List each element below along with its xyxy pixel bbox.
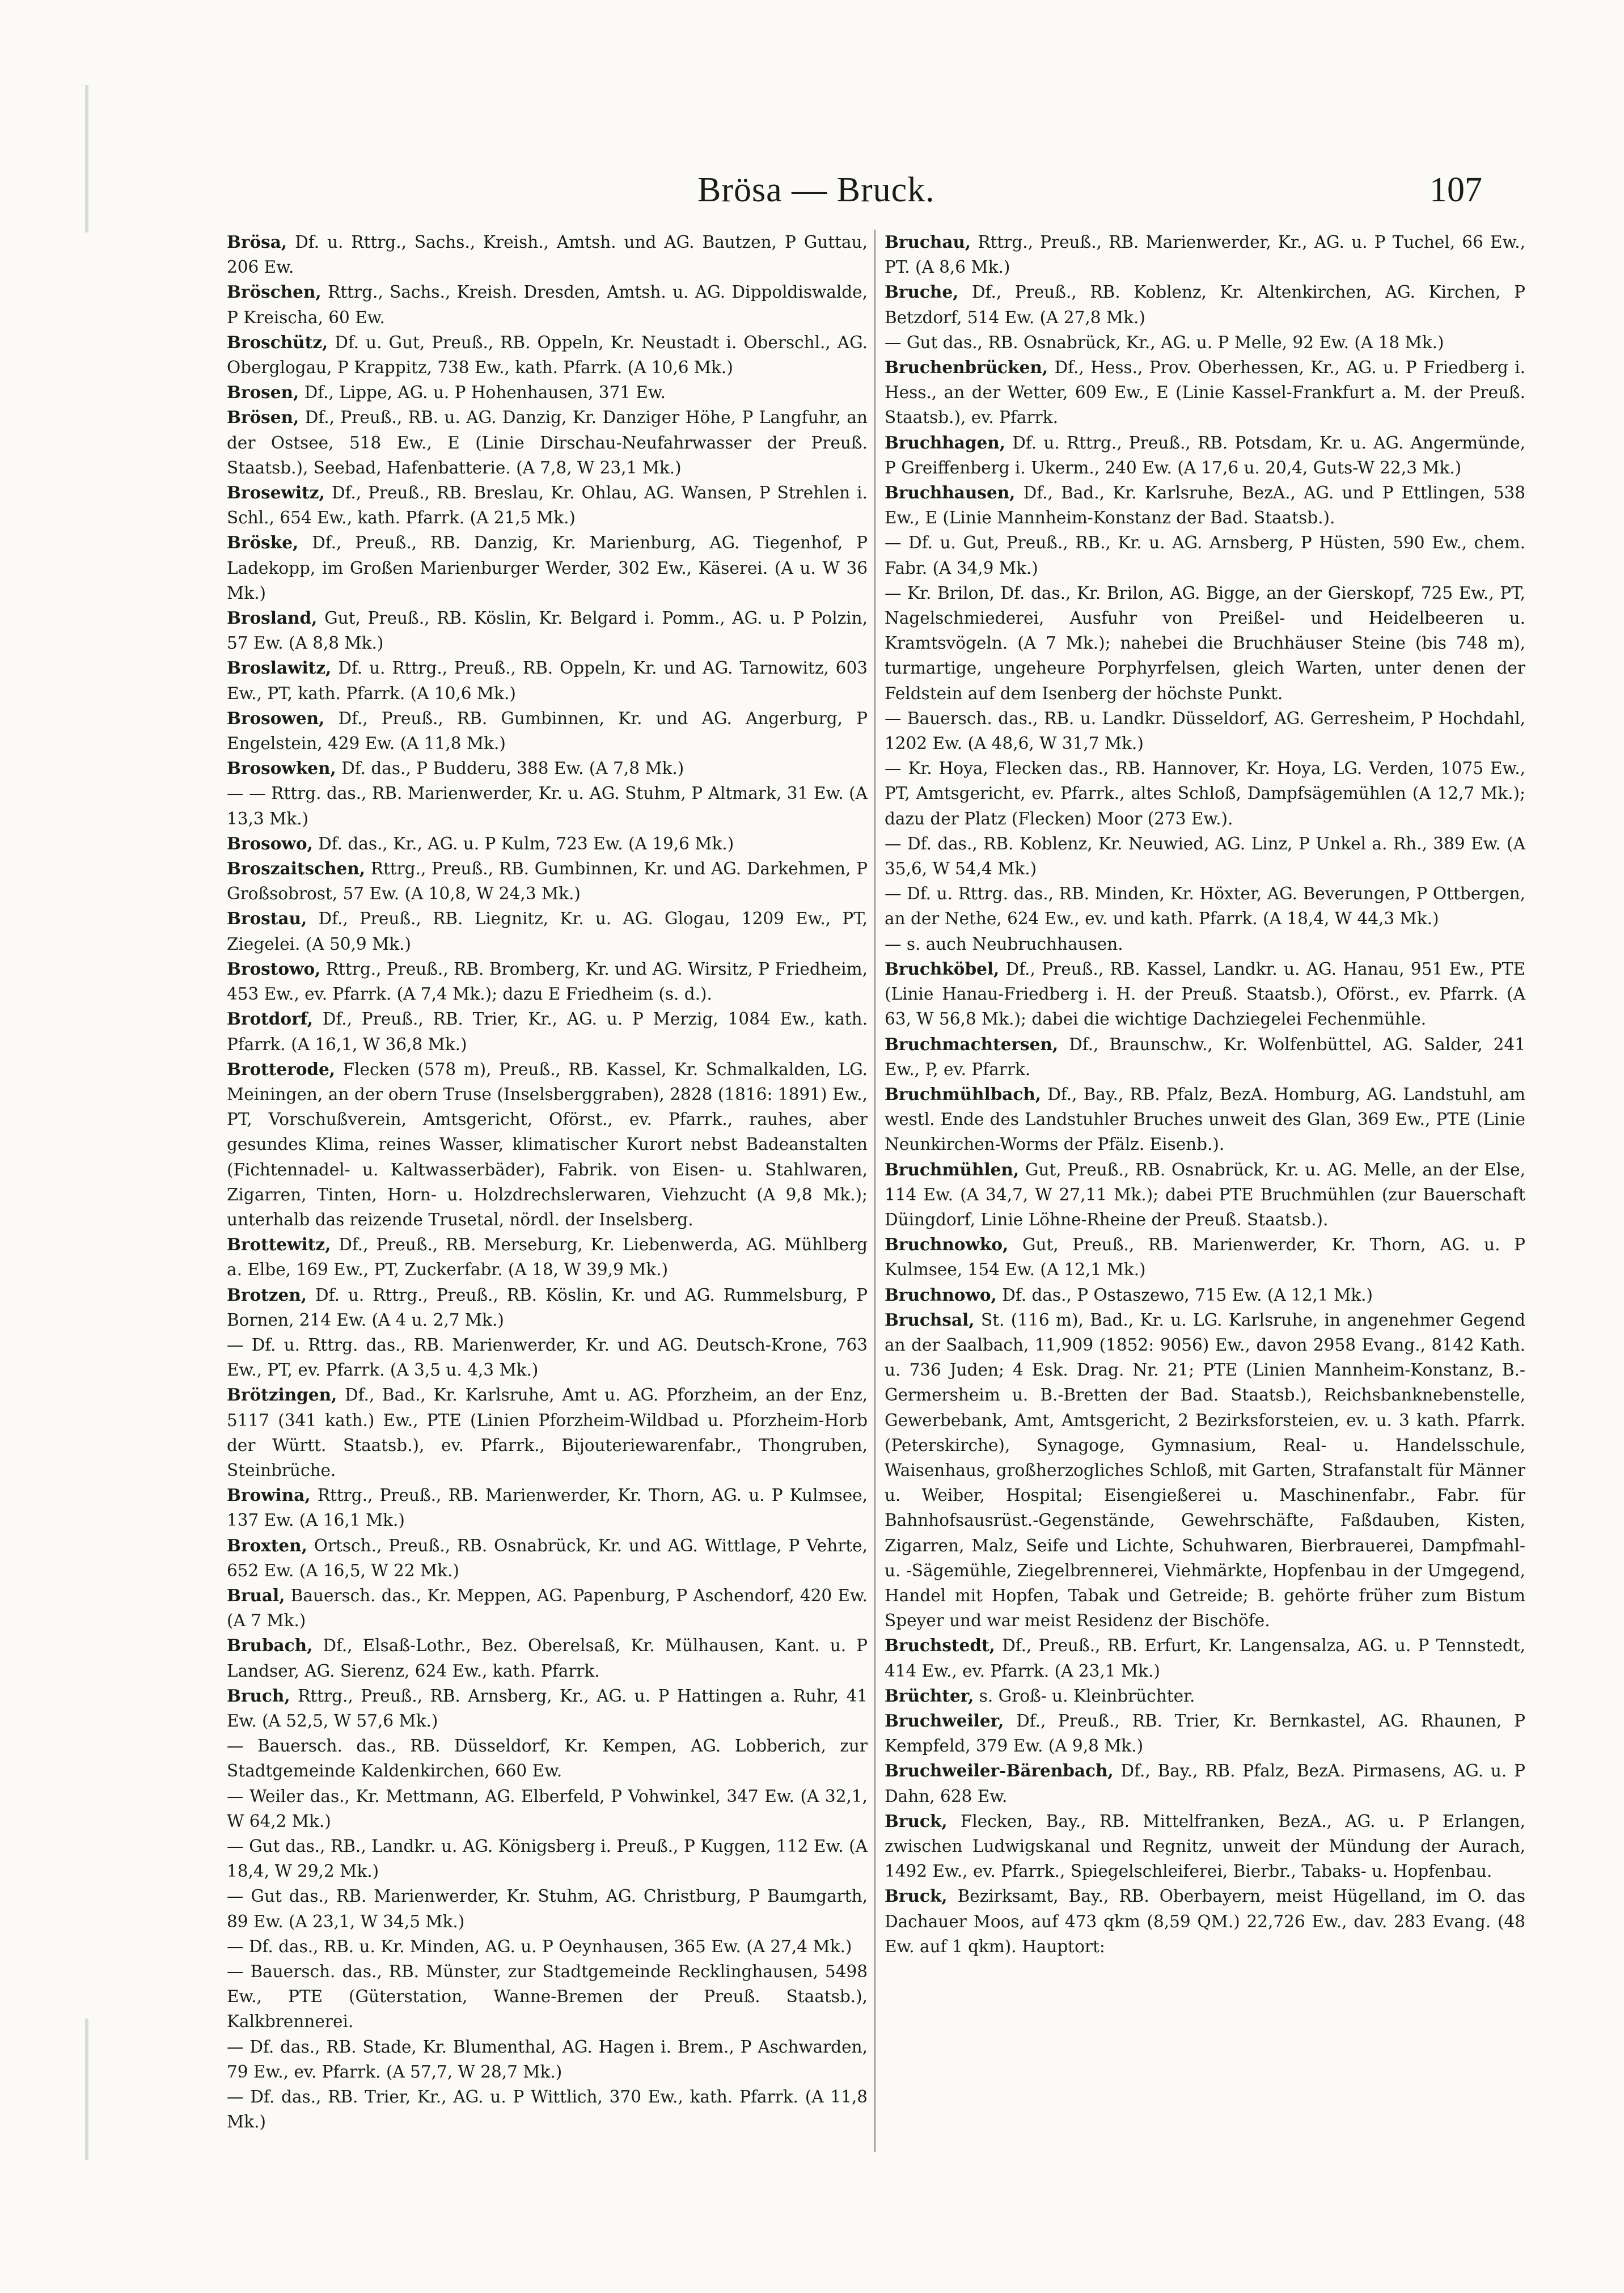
entry-text: Df., Preuß., RB. u. AG. Danzig, Kr. Danziger Höhe, P Langfuhr, an der Ostsee, 518 Ew., E (Linie Dirschau-Neufahrwasser der Preuß. Staatsb.), Seebad, Hafenbatterie. (A 7,8, W 23,1 Mk.) [227,408,868,477]
entry-text: Df. das., P Ostaszewo, 715 Ew. (A 12,1 Mk.) [996,1285,1373,1305]
entry-text: Df. das., P Budderu, 388 Ew. (A 7,8 Mk.) [336,759,684,779]
dictionary-entry [885,706,1525,756]
entry-text: Df., Preuß., RB. Trier, Kr. Bernkastel, AG. Rhaunen, P Kempfeld, 379 Ew. (A 9,8 Mk.) [885,1711,1525,1756]
entry-headword: Bröschen, [227,282,322,302]
dictionary-entry [227,1884,868,1934]
entry-headword: Brostowo, [227,958,321,979]
entry-headword: Bruck, [885,1810,948,1831]
entry-text: Df., Preuß., RB. Kassel, Landkr. u. AG. Hanau, 951 Ew., PTE (Linie Hanau-Friedberg i. H. der Preuß. Staatsb.), Oförst., ev. Pfarrk. (A 63, W 56,8 Mk.); dabei die wichtige Dachziegelei Fechenmühle. [885,959,1525,1029]
dictionary-entry [227,856,868,906]
entry-headword: Brosowken, [227,758,336,779]
entry-headword: Brosen, [227,382,299,403]
entry-headword: Bruchnowo, [885,1284,997,1305]
entry-text: Df., Bay., RB. Pfalz, BezA. Homburg, AG. Landstuhl, am westl. Ende des Landstuhler Bruches unweit des Glan, 369 Ew., PTE (Linie Neunkirchen-Worms der Pfälz. Eisenb.). [885,1084,1525,1154]
column-right [885,230,1525,1959]
page-number: 107 [1430,171,1482,209]
dictionary-entry [227,330,868,380]
entry-text: Gut, Preuß., RB. Marienwerder, Kr. Thorn, AG. u. P Kulmsee, 154 Ew. (A 12,1 Mk.) [885,1235,1525,1280]
page-title: Brösa — Bruck. [697,171,935,209]
entry-headword: Brosowo, [227,833,313,853]
column-left [227,230,868,2134]
dictionary-entry [885,831,1525,881]
entry-text: — Df. u. Rttrg. das., RB. Minden, Kr. Höxter, AG. Beverungen, P Ottbergen, an der Nethe, 624 Ew., ev. und kath. Pfarrk. (A 18,4, W 44,3 Mk.) [885,884,1525,929]
entry-text: — Df. das., RB. Trier, Kr., AG. u. P Wittlich, 370 Ew., kath. Pfarrk. (A 11,8 Mk.) [227,2087,868,2132]
entry-text: — Df. das., RB. u. Kr. Minden, AG. u. P Oeynhausen, 365 Ew. (A 27,4 Mk.) [227,1936,852,1956]
dictionary-entry [227,781,868,831]
dictionary-entry [227,1382,868,1483]
dictionary-entry [227,1934,868,1959]
entry-text: — Gut das., RB., Landkr. u. AG. Königsberg i. Preuß., P Kuggen, 112 Ew. (A 18,4, W 29,2 Mk.) [227,1837,868,1881]
dictionary-entry [885,1157,1525,1233]
entry-text: — s. auch Neubruchhausen. [885,934,1123,954]
entry-headword: Brotdorf, [227,1009,313,1029]
margin-mark [85,2019,88,2160]
dictionary-entry [885,1032,1525,1082]
entry-headword: Brual, [227,1585,285,1605]
dictionary-entry [885,1308,1525,1634]
dictionary-entry [885,1232,1525,1282]
entry-text: Df., Preuß., RB. Gumbinnen, Kr. und AG. Angerburg, P Engelstein, 429 Ew. (A 11,8 Mk.) [227,708,868,754]
margin-mark [85,85,88,232]
entry-text: Df. u. Rttrg., Preuß., RB. Potsdam, Kr. u. AG. Angermünde, P Greiffenberg i. Ukerm., 240 Ew. (A 17,6 u. 20,4, Guts-W 22,3 Mk.) [885,433,1525,477]
dictionary-entry [227,1232,868,1282]
dictionary-entry [227,1733,868,1783]
entry-text: Rttrg., Preuß., RB. Marienwerder, Kr., AG. u. P Tuchel, 66 Ew., PT. (A 8,6 Mk.) [885,232,1525,277]
entry-headword: Bruchstedt, [885,1635,995,1656]
dictionary-entry [885,1708,1525,1758]
entry-text: Df., Preuß., RB. Koblenz, Kr. Altenkirchen, AG. Kirchen, P Betzdorf, 514 Ew. (A 27,8 Mk.) [885,282,1525,327]
dictionary-entry [885,881,1525,931]
entry-headword: Brosewitz, [227,483,325,503]
dictionary-entry [885,1683,1525,1708]
dictionary-entry [227,380,868,405]
entry-text: Df., Preuß., RB. Erfurt, Kr. Langensalza, AG. u. P Tennstedt, 414 Ew., ev. Pfarrk. (A 23,1 Mk.) [885,1636,1525,1681]
entry-text: — Gut das., RB. Marienwerder, Kr. Stuhm, AG. Christburg, P Baumgarth, 89 Ew. (A 23,1, W 34,5 Mk.) [227,1886,868,1931]
entry-text: Df., Hess., Prov. Oberhessen, Kr., AG. u. P Friedberg i. Hess., an der Wetter, 609 Ew., E (Linie Kassel-Frankfurt a. M. der Preuß. Staatsb.), ev. Pfarrk. [885,358,1525,428]
dictionary-entry [885,1758,1525,1808]
entry-headword: Bruchmühlen, [885,1159,1020,1179]
entry-text: Flecken (578 m), Preuß., RB. Kassel, Kr. Schmalkalden, LG. Meiningen, an der obern Truse (Inselsberggraben), 2828 (1816: 1891) Ew., PT, Vorschußverein, Amtsgericht, Oförst., ev. Pfarrk., rauhes, aber gesundes Klima, reines Wasser, klimatischer Kurort nebst Badeanstalten (Fichtennadel- u. Kaltwasserbäder), Fabrik. von Eisen- u. Stahlwaren, Zigarren, Tinten, Horn- u. Holzdrechslerwaren, Viehzucht (A 9,8 Mk.); unterhalb das reizende Trusetal, nördl. der Inselsberg. [227,1059,868,1229]
column-divider [874,230,876,2152]
dictionary-entry [885,581,1525,706]
entry-headword: Brötzingen, [227,1385,337,1405]
entry-headword: Brottewitz, [227,1234,331,1255]
entry-headword: Bruchweiler-Bärenbach, [885,1761,1114,1781]
entry-text: — Bauersch. das., RB. u. Landkr. Düsseldorf, AG. Gerresheim, P Hochdahl, 1202 Ew. (A 48,6, W 31,7 Mk.) [885,708,1525,754]
entry-headword: Broschütz, [227,332,328,352]
dictionary-entry [885,530,1525,580]
entry-text: Df., Elsaß-Lothr., Bez. Oberelsaß, Kr. Mülhausen, Kant. u. P Landser, AG. Sierenz, 624 Ew., kath. Pfarrk. [227,1636,868,1681]
entry-text: Df. u. Rttrg., Sachs., Kreish., Amtsh. und AG. Bautzen, P Guttau, 206 Ew. [227,232,868,277]
entry-headword: Bruchsal, [885,1309,975,1330]
dictionary-entry [885,1082,1525,1157]
entry-headword: Brosowen, [227,708,325,728]
dictionary-entry [227,1683,868,1733]
entry-headword: Browina, [227,1485,311,1505]
dictionary-entry [227,480,868,530]
dictionary-entry [227,230,868,280]
entry-text: Df. u. Rttrg., Preuß., RB. Oppeln, Kr. und AG. Tarnowitz, 603 Ew., PT, kath. Pfarrk. (A 10,6 Mk.) [227,658,868,703]
entry-headword: Brotzen, [227,1284,307,1305]
entry-headword: Bruchköbel, [885,958,1000,979]
dictionary-entry [227,1533,868,1583]
dictionary-entry [885,480,1525,530]
entry-text: — Bauersch. das., RB. Münster, zur Stadtgemeinde Recklinghausen, 5498 Ew., PTE (Güterstation, Wanne-Bremen der Preuß. Staatsb.), Kalkbrennerei. [227,1962,868,2032]
entry-headword: Bruchmachtersen, [885,1034,1059,1054]
entry-headword: Bruchweiler, [885,1710,1004,1731]
entry-text: Rttrg., Preuß., RB. Bromberg, Kr. und AG. Wirsitz, P Friedheim, 453 Ew., ev. Pfarrk. (A 7,4 Mk.); dazu E Friedheim (s. d.). [227,959,868,1004]
entry-text: Rttrg., Preuß., RB. Marienwerder, Kr. Thorn, AG. u. P Kulmsee, 137 Ew. (A 16,1 Mk.) [227,1486,868,1530]
entry-headword: Brosland, [227,608,318,628]
entry-text: St. (116 m), Bad., Kr. u. LG. Karlsruhe, in angenehmer Gegend an der Saalbach, 11,909 (1852: 9056) Ew., davon 2958 Evang., 8142 Kath. u. 736 Juden; 4 Esk. Drag. Nr. 21; PTE (Linien Mannheim-Konstanz, B.-Germersheim u. B.-Bretten der Bad. Staatsb.), Reichsbanknebenstelle, Gewerbebank, Amt, Amtsgericht, 2 Bezirksforsteien, ev. u. 3 kath. Pfarrk. (Peterskirche), Synagoge, Gymnasium, Real- u. Handelsschule, Waisenhaus, großherzogliches Schloß, mit Garten, Strafanstalt für Männer u. Weiber, Hospital; Eisengießerei u. Maschinenfabr., Fabr. für Bahnhofsausrüst.-Gegenstände, Gewehrschäfte, Faßdauben, Kisten, Zigarren, Malz, Seife und Lichte, Schuhwaren, Bierbrauerei, Dampfmahl- u. -Sägemühle, Ziegelbrennerei, Viehmärkte, Hopfenbau in der Umgegend, Handel mit Hopfen, Tabak und Getreide; B. gehörte früher zum Bistum Speyer und war meist Residenz der Bischöfe. [885,1310,1525,1631]
entry-headword: Bruche, [885,282,959,302]
dictionary-entry [227,655,868,705]
entry-text: Df., Lippe, AG. u. P Hohenhausen, 371 Ew. [299,383,666,403]
dictionary-entry [227,906,868,956]
entry-text: — Df. u. Gut, Preuß., RB., Kr. u. AG. Arnsberg, P Hüsten, 590 Ew., chem. Fabr. (A 34,9 Mk.) [885,533,1525,578]
entry-text: Df. u. Rttrg., Preuß., RB. Köslin, Kr. und AG. Rummelsburg, P Bornen, 214 Ew. (A 4 u. 2,7 Mk.) [227,1285,868,1330]
entry-text: — Df. u. Rttrg. das., RB. Marienwerder, Kr. und AG. Deutsch-Krone, 763 Ew., PT, ev. Pfarrk. (A 3,5 u. 4,3 Mk.) [227,1335,868,1380]
entry-headword: Brostau, [227,908,307,929]
dictionary-entry [227,606,868,655]
dictionary-entry [227,1006,868,1056]
entry-text: Rttrg., Sachs., Kreish. Dresden, Amtsh. u. AG. Dippoldiswalde, P Kreischa, 60 Ew. [227,282,868,327]
entry-text: Df., Bad., Kr. Karlsruhe, BezA., AG. und P Ettlingen, 538 Ew., E (Linie Mannheim-Konstanz der Bad. Staatsb.). [885,483,1525,528]
entry-text: — Kr. Brilon, Df. das., Kr. Brilon, AG. Bigge, an der Gierskopf, 725 Ew., PT, Nagelschmiederei, Ausfuhr von Preißel- und Heidelbeeren u. Kramtsvögeln. (A 7 Mk.); nahebei die Bruchhäuser Steine (bis 748 m), turmartige, ungeheure Porphyrfelsen, gleich Warten, unter denen der Feldstein auf dem Isenberg der höchste Punkt. [885,583,1525,703]
entry-text: Df., Preuß., RB. Liegnitz, Kr. u. AG. Glogau, 1209 Ew., PT, Ziegelei. (A 50,9 Mk.) [227,909,868,954]
dictionary-entry [227,2084,868,2134]
entry-text: Df. das., Kr., AG. u. P Kulm, 723 Ew. (A 19,6 Mk.) [312,834,734,853]
entry-headword: Bruch, [227,1685,290,1706]
dictionary-entry [227,756,868,781]
dictionary-entry [227,530,868,606]
dictionary-entry [885,330,1525,355]
entry-text: s. Groß- u. Kleinbrüchter. [974,1686,1195,1706]
entry-headword: Bruchhausen, [885,483,1016,503]
entry-headword: Bröske, [227,532,299,553]
dictionary-entry [885,1283,1525,1308]
entry-headword: Broxten, [227,1535,307,1555]
entry-headword: Bruchenbrücken, [885,357,1048,378]
entry-headword: Broslawitz, [227,658,332,678]
entry-text: — Gut das., RB. Osnabrück, Kr., AG. u. P Melle, 92 Ew. (A 18 Mk.) [885,332,1444,352]
entry-text: Df., Bay., RB. Pfalz, BezA. Pirmasens, AG. u. P Dahn, 628 Ew. [885,1761,1525,1806]
entry-headword: Brösen, [227,407,299,428]
dictionary-entry [227,831,868,856]
dictionary-entry [885,230,1525,280]
entry-headword: Brösa, [227,232,287,252]
dictionary-entry [227,2034,868,2084]
dictionary-entry [885,430,1525,480]
dictionary-entry [227,1583,868,1633]
dictionary-entry [885,1633,1525,1683]
dictionary-entry [227,957,868,1006]
dictionary-entry [885,355,1525,430]
dictionary-entry [885,1809,1525,1884]
entry-text: Rttrg., Preuß., RB. Arnsberg, Kr., AG. u. P Hattingen a. Ruhr, 41 Ew. (A 52,5, W 57,6 Mk.) [227,1686,868,1731]
entry-text: Gut, Preuß., RB. Osnabrück, Kr. u. AG. Melle, an der Else, 114 Ew. (A 34,7, W 27,11 Mk.); dabei PTE Bruchmühlen (zur Bauerschaft Düingdorf, Linie Löhne-Rheine der Preuß. Staatsb.). [885,1160,1525,1229]
entry-text: Df., Preuß., RB. Trier, Kr., AG. u. P Merzig, 1084 Ew., kath. Pfarrk. (A 16,1, W 36,8 Mk.) [227,1009,868,1054]
entry-text: — Weiler das., Kr. Mettmann, AG. Elberfeld, P Vohwinkel, 347 Ew. (A 32,1, W 64,2 Mk.) [227,1786,868,1831]
entry-headword: Broszaitschen, [227,858,365,879]
entry-text: Ortsch., Preuß., RB. Osnabrück, Kr. und AG. Wittlage, P Vehrte, 652 Ew. (A 16,5, W 22 Mk.) [227,1535,868,1580]
entry-headword: Bruchhagen, [885,432,1006,452]
dictionary-entry [885,756,1525,831]
dictionary-entry [227,1057,868,1232]
dictionary-entry [227,1784,868,1834]
entry-text: — Df. das., RB. Stade, Kr. Blumenthal, AG. Hagen i. Brem., P Aschwarden, 79 Ew., ev. Pfarrk. (A 57,7, W 28,7 Mk.) [227,2037,868,2082]
entry-text: Df., Braunschw., Kr. Wolfenbüttel, AG. Salder, 241 Ew., P, ev. Pfarrk. [885,1034,1525,1079]
entry-headword: Brotterode, [227,1059,336,1079]
entry-text: — Kr. Hoya, Flecken das., RB. Hannover, Kr. Hoya, LG. Verden, 1075 Ew., PT, Amtsgericht, ev. Pfarrk., altes Schloß, Dampfsägemühlen (A 12,7 Mk.); dazu der Platz (Flecken) Moor (273 Ew.). [885,759,1525,828]
entry-text: Df., Preuß., RB. Breslau, Kr. Ohlau, AG. Wansen, P Strehlen i. Schl., 654 Ew., kath. Pfarrk. (A 21,5 Mk.) [227,483,868,528]
entry-headword: Brüchter, [885,1685,974,1706]
entry-text: Gut, Preuß., RB. Köslin, Kr. Belgard i. Pomm., AG. u. P Polzin, 57 Ew. (A 8,8 Mk.) [227,608,868,653]
dictionary-entry [885,957,1525,1032]
dictionary-entry [227,280,868,329]
entry-text: Df., Preuß., RB. Merseburg, Kr. Liebenwerda, AG. Mühlberg a. Elbe, 169 Ew., PT, Zuckerfabr. (A 18, W 39,9 Mk.) [227,1235,868,1280]
entry-text: Flecken, Bay., RB. Mittelfranken, BezA., AG. u. P Erlangen, zwischen Ludwigskanal und Regnitz, unweit der Mündung der Aurach, 1492 Ew., ev. Pfarrk., Spiegelschleiferei, Bierbr., Tabaks- u. Hopfenbau. [885,1811,1525,1881]
entry-headword: Bruchau, [885,232,971,252]
entry-text: Df., Bad., Kr. Karlsruhe, Amt u. AG. Pforzheim, an der Enz, 5117 (341 kath.) Ew., PTE (Linien Pforzheim-Wildbad u. Pforzheim-Horb der Württ. Staatsb.), ev. Pfarrk., Bijouteriewarenfabr., Thongruben, Steinbrüche. [227,1385,868,1480]
entry-text: Df. u. Gut, Preuß., RB. Oppeln, Kr. Neustadt i. Oberschl., AG. Oberglogau, P Krappitz, 738 Ew., kath. Pfarrk. (A 10,6 Mk.) [227,332,868,378]
entry-text: Df., Preuß., RB. Danzig, Kr. Marienburg, AG. Tiegenhof, P Ladekopp, im Großen Marienburger Werder, 302 Ew., Käserei. (A u. W 36 Mk.) [227,533,868,603]
entry-headword: Bruck, [885,1886,948,1906]
dictionary-entry [227,1483,868,1533]
dictionary-entry [227,706,868,756]
entry-text: — — Rttrg. das., RB. Marienwerder, Kr. u. AG. Stuhm, P Altmark, 31 Ew. (A 13,3 Mk.) [227,784,868,828]
entry-text: Bezirksamt, Bay., RB. Oberbayern, meist Hügelland, im O. das Dachauer Moos, auf 473 qkm (8,59 QM.) 22,726 Ew., dav. 283 Evang. (48 Ew. auf 1 qkm). Hauptort: [885,1886,1525,1956]
dictionary-entry [227,1834,868,1884]
dictionary-entry [885,1884,1525,1959]
dictionary-entry [227,1332,868,1382]
dictionary-entry [885,932,1525,957]
entry-text: Bauersch. das., Kr. Meppen, AG. Papenburg, P Aschendorf, 420 Ew. (A 7 Mk.) [227,1585,868,1631]
dictionary-entry [227,405,868,480]
entry-headword: Bruchnowko, [885,1234,1009,1255]
dictionary-entry [885,280,1525,329]
dictionary-entry [227,1959,868,2034]
dictionary-entry [227,1633,868,1683]
entry-text: — Df. das., RB. Koblenz, Kr. Neuwied, AG. Linz, P Unkel a. Rh., 389 Ew. (A 35,6, W 54,4 Mk.) [885,834,1525,879]
entry-headword: Bruchmühlbach, [885,1084,1042,1104]
dictionary-entry [227,1283,868,1332]
entry-text: Rttrg., Preuß., RB. Gumbinnen, Kr. und AG. Darkehmen, P Großsobrost, 57 Ew. (A 10,8, W 24,3 Mk.) [227,859,868,904]
entry-text: — Bauersch. das., RB. Düsseldorf, Kr. Kempen, AG. Lobberich, zur Stadtgemeinde Kaldenkirchen, 660 Ew. [227,1736,868,1781]
entry-headword: Brubach, [227,1635,313,1656]
